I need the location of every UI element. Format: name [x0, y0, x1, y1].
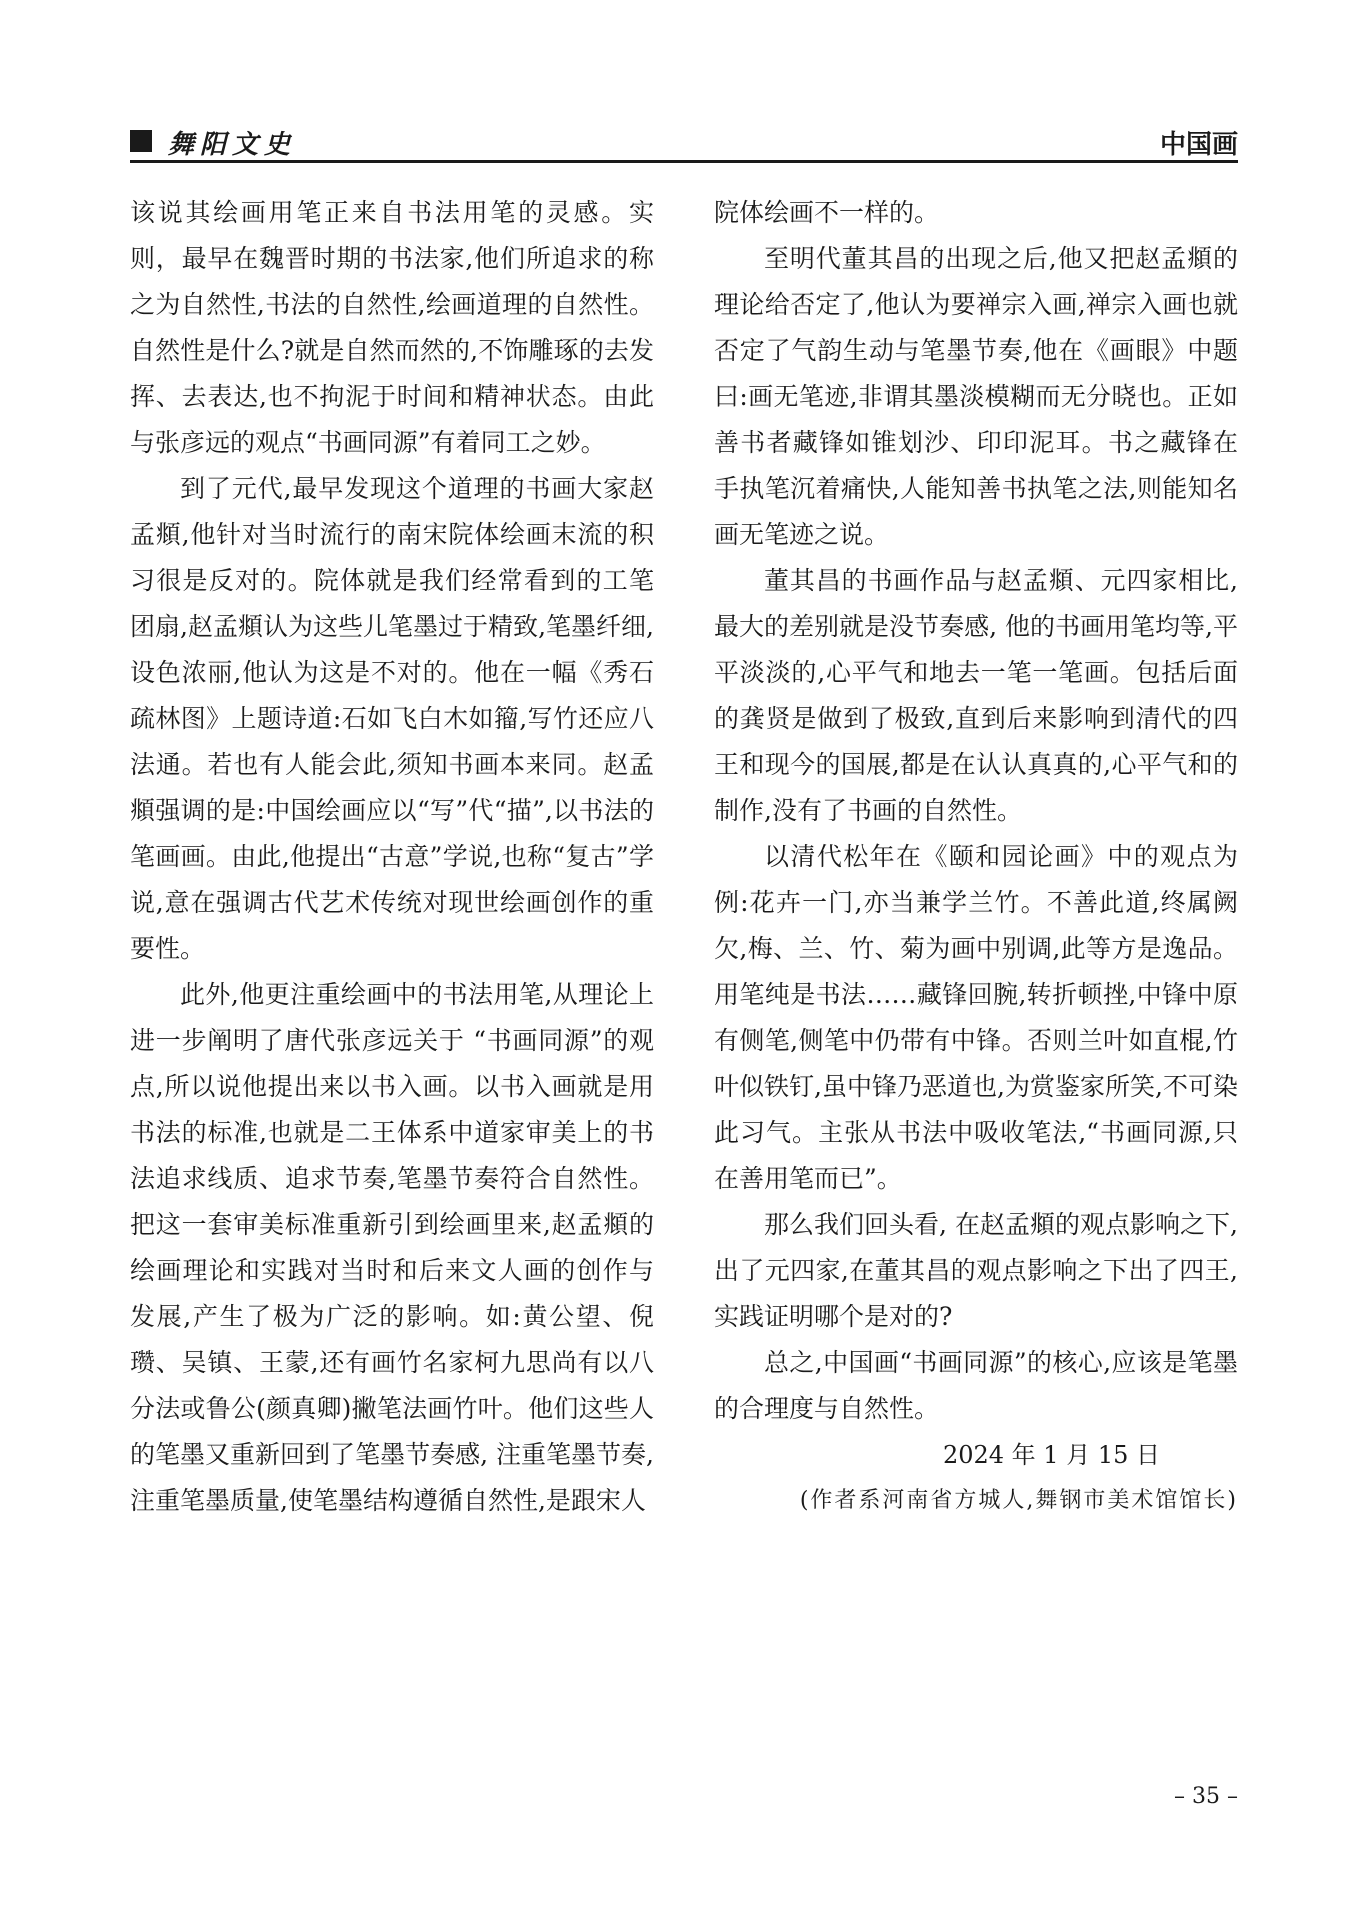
header-rule [130, 160, 1238, 163]
page-number: – 35 – [1174, 1784, 1238, 1809]
paragraph: 至明代董其昌的出现之后,他又把赵孟頫的理论给否定了,他认为要禅宗入画,禅宗入画也就否定了气韵生动与笔墨节奏,他在《画眼》中题曰:画无笔迹,非谓其墨淡模糊而无分晓也。正如善书者藏锋如锥划沙、印印泥耳。书之藏锋在手执笔沉着痛快,人能知善书执笔之法,则能知名画无笔迹之说。 [714, 244, 1238, 549]
paragraph: 此外,他更注重绘画中的书法用笔,从理论上进一步阐明了唐代张彦远关于 “书画同源”的观点,所以说他提出来以书入画。以书入画就是用书法的标准,也就是二王体系中道家审美上的书法追求线质、追求节奏,笔墨节奏符合自然性。把这一套审美标准重新引到绘画里来,赵孟頫的绘画理论和实践对当时和后来文人画的创作与发展,产生了极为广泛的影响。如:黄公望、倪瓒、吴镇、王蒙,还有画竹名家柯九思尚有以八分法或鲁公(颜真卿)撇笔法画竹叶。他们这些人的笔墨又重新回到了笔墨节奏感, 注重笔墨节奏,注重笔墨质量,使笔墨结构遵循自然性,是跟宋人 [130, 980, 654, 1515]
paragraph: 院体绘画不一样的。 [714, 198, 940, 227]
right-column [714, 190, 1238, 1524]
left-column [130, 190, 654, 1524]
article-date: 2024 年 1 月 15 日 [942, 1441, 1160, 1469]
paragraph: 董其昌的书画作品与赵孟頫、元四家相比,最大的差别就是没节奏感, 他的书画用笔均等,平平淡淡的,心平气和地去一笔一笔画。包括后面的龚贤是做到了极致,直到后来影响到清代的四王和现今的国展,都是在认认真真的,心平气和的制作,没有了书画的自然性。 [714, 566, 1238, 825]
journal-title: 舞阳文史 [168, 130, 297, 160]
section-title: 中国画 [1159, 130, 1238, 160]
header-square-mark [130, 130, 152, 152]
paragraph: 到了元代,最早发现这个道理的书画大家赵孟頫,他针对当时流行的南宋院体绘画末流的积习很是反对的。院体就是我们经常看到的工笔团扇,赵孟頫认为这些儿笔墨过于精致,笔墨纤细,设色浓丽,他认为这是不对的。他在一幅《秀石疏林图》上题诗道:石如飞白木如籀,写竹还应八法通。若也有人能会此,须知书画本来同。赵孟頫强调的是:中国绘画应以“写”代“描”,以书法的笔画画。由此,他提出“古意”学说,也称“复古”学说,意在强调古代艺术传统对现世绘画创作的重要性。 [130, 474, 654, 963]
author-note: (作者系河南省方城人,舞钢市美术馆馆长) [799, 1488, 1238, 1513]
running-header [130, 122, 1238, 162]
paragraph: 该说其绘画用笔正来自书法用笔的灵感。实则，最早在魏晋时期的书法家,他们所追求的称之为自然性,书法的自然性,绘画道理的自然性。自然性是什么?就是自然而然的,不饰雕琢的去发挥、去表达,也不拘泥于时间和精神状态。由此与张彦远的观点“书画同源”有着同工之妙。 [130, 198, 654, 457]
paragraph: 以清代松年在《颐和园论画》中的观点为例:花卉一门,亦当兼学兰竹。不善此道,终属阙欠,梅、兰、竹、菊为画中别调,此等方是逸品。用笔纯是书法……藏锋回腕,转折顿挫,中锋中原有侧笔,侧笔中仍带有中锋。否则兰叶如直棍,竹叶似铁钉,虽中锋乃恶道也,为赏鉴家所笑,不可染此习气。主张从书法中吸收笔法,“书画同源,只在善用笔而已”。 [714, 842, 1238, 1193]
paragraph: 那么我们回头看, 在赵孟頫的观点影响之下,出了元四家,在董其昌的观点影响之下出了四王,实践证明哪个是对的? [714, 1210, 1238, 1331]
paragraph: 总之,中国画“书画同源”的核心,应该是笔墨的合理度与自然性。 [714, 1348, 1238, 1423]
